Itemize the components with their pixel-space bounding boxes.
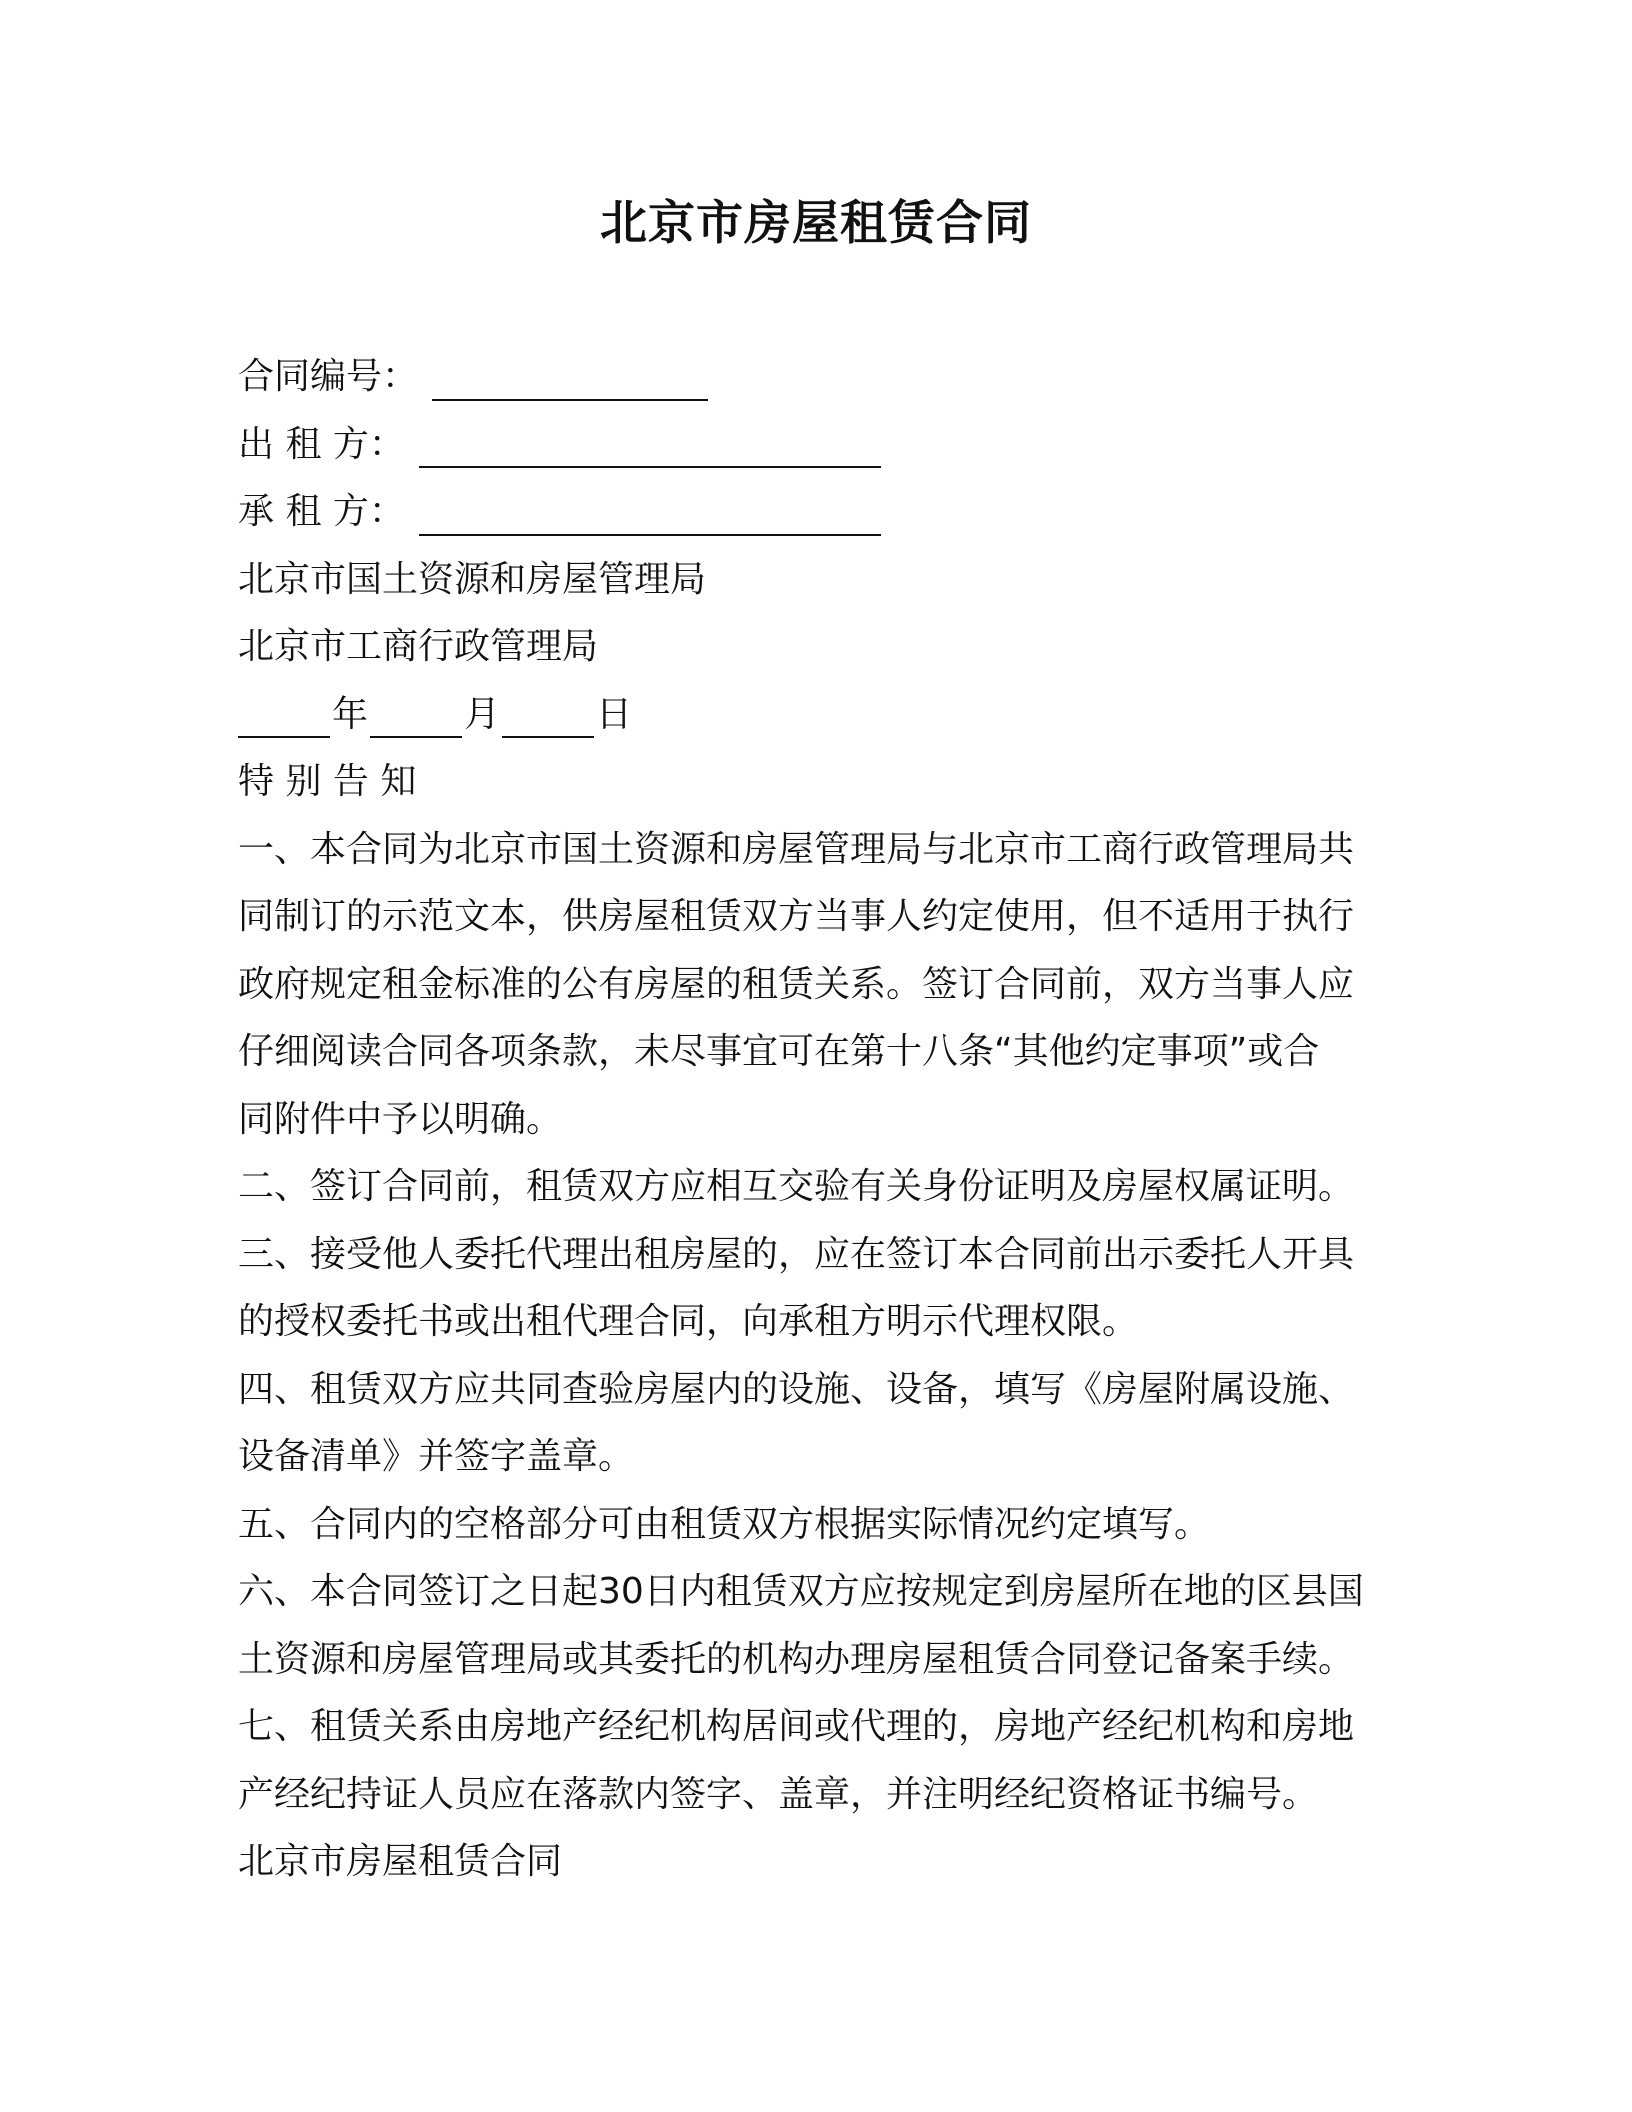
document-body — [238, 343, 1398, 1896]
notice-text-line: 政府规定租金标准的公有房屋的租赁关系。签订合同前，双方当事人应 — [238, 963, 1355, 1005]
notice-item — [238, 1558, 1398, 1693]
notice-item — [238, 1221, 1398, 1356]
lessor-label: 出 租 方： — [238, 423, 405, 465]
notice-text-line: 土资源和房屋管理局或其委托的机构办理房屋租赁合同登记备案手续。 — [238, 1638, 1355, 1680]
notice-text-line: 六、本合同签订之日起30日内租赁双方应按规定到房屋所在地的区县国 — [238, 1571, 1364, 1612]
contract-number-blank[interactable] — [432, 347, 708, 401]
month-blank[interactable] — [370, 684, 462, 738]
notice-heading: 特 别 告 知 — [238, 761, 417, 802]
notice-item — [238, 1491, 1398, 1559]
lessee-line — [238, 478, 1398, 546]
notice-text-line: 一、本合同为北京市国土资源和房屋管理局与北京市工商行政管理局共 — [238, 828, 1355, 870]
notice-item — [238, 816, 1398, 1154]
notice-item — [238, 1693, 1398, 1828]
footer-title: 北京市房屋租赁合同 — [238, 1841, 563, 1882]
notice-text-line: 同附件中予以明确。 — [238, 1098, 563, 1140]
lessee-blank[interactable] — [419, 482, 881, 536]
lessor-line — [238, 411, 1398, 479]
year-blank[interactable] — [238, 684, 330, 738]
notice-text-line: 同制订的示范文本，供房屋租赁双方当事人约定使用，但不适用于执行 — [238, 896, 1355, 937]
document-title: 北京市房屋租赁合同 — [600, 196, 1032, 251]
lessee-label: 承 租 方： — [238, 491, 405, 532]
notice-text-line: 三、接受他人委托代理出租房屋的，应在签订本合同前出示委托人开具 — [238, 1233, 1355, 1275]
notice-text-line: 设备清单》并签字盖章。 — [238, 1436, 635, 1477]
lessor-blank[interactable] — [419, 414, 881, 468]
year-label: 年 — [332, 693, 369, 735]
month-label: 月 — [464, 693, 501, 735]
notice-text-line: 仔细阅读合同各项条款，未尽事宜可在第十八条“其他约定事项”或合 — [238, 1031, 1320, 1072]
notice-text-line: 五、合同内的空格部分可由租赁双方根据实际情况约定填写。 — [238, 1503, 1211, 1545]
day-blank[interactable] — [502, 684, 594, 738]
notice-text-line: 产经纪持证人员应在落款内签字、盖章，并注明经纪资格证书编号。 — [238, 1773, 1319, 1815]
day-label: 日 — [596, 693, 633, 735]
notice-item — [238, 1356, 1398, 1491]
contract-number-label: 合同编号： — [238, 356, 419, 397]
notice-item — [238, 1153, 1398, 1221]
notice-text-line: 二、签订合同前，租赁双方应相互交验有关身份证明及房屋权属证明。 — [238, 1166, 1355, 1207]
notice-text-line: 的授权委托书或出租代理合同，向承租方明示代理权限。 — [238, 1301, 1139, 1342]
issuer-line: 北京市国土资源和房屋管理局 — [238, 558, 707, 600]
notice-list — [238, 816, 1398, 1829]
issuer-line: 北京市工商行政管理局 — [238, 626, 599, 667]
contract-number-line — [238, 343, 1398, 411]
date-line — [238, 681, 1398, 749]
notice-text-line: 七、租赁关系由房地产经纪机构居间或代理的，房地产经纪机构和房地 — [238, 1706, 1355, 1747]
notice-text-line: 四、租赁双方应共同查验房屋内的设施、设备，填写《房屋附属设施、 — [238, 1368, 1355, 1410]
